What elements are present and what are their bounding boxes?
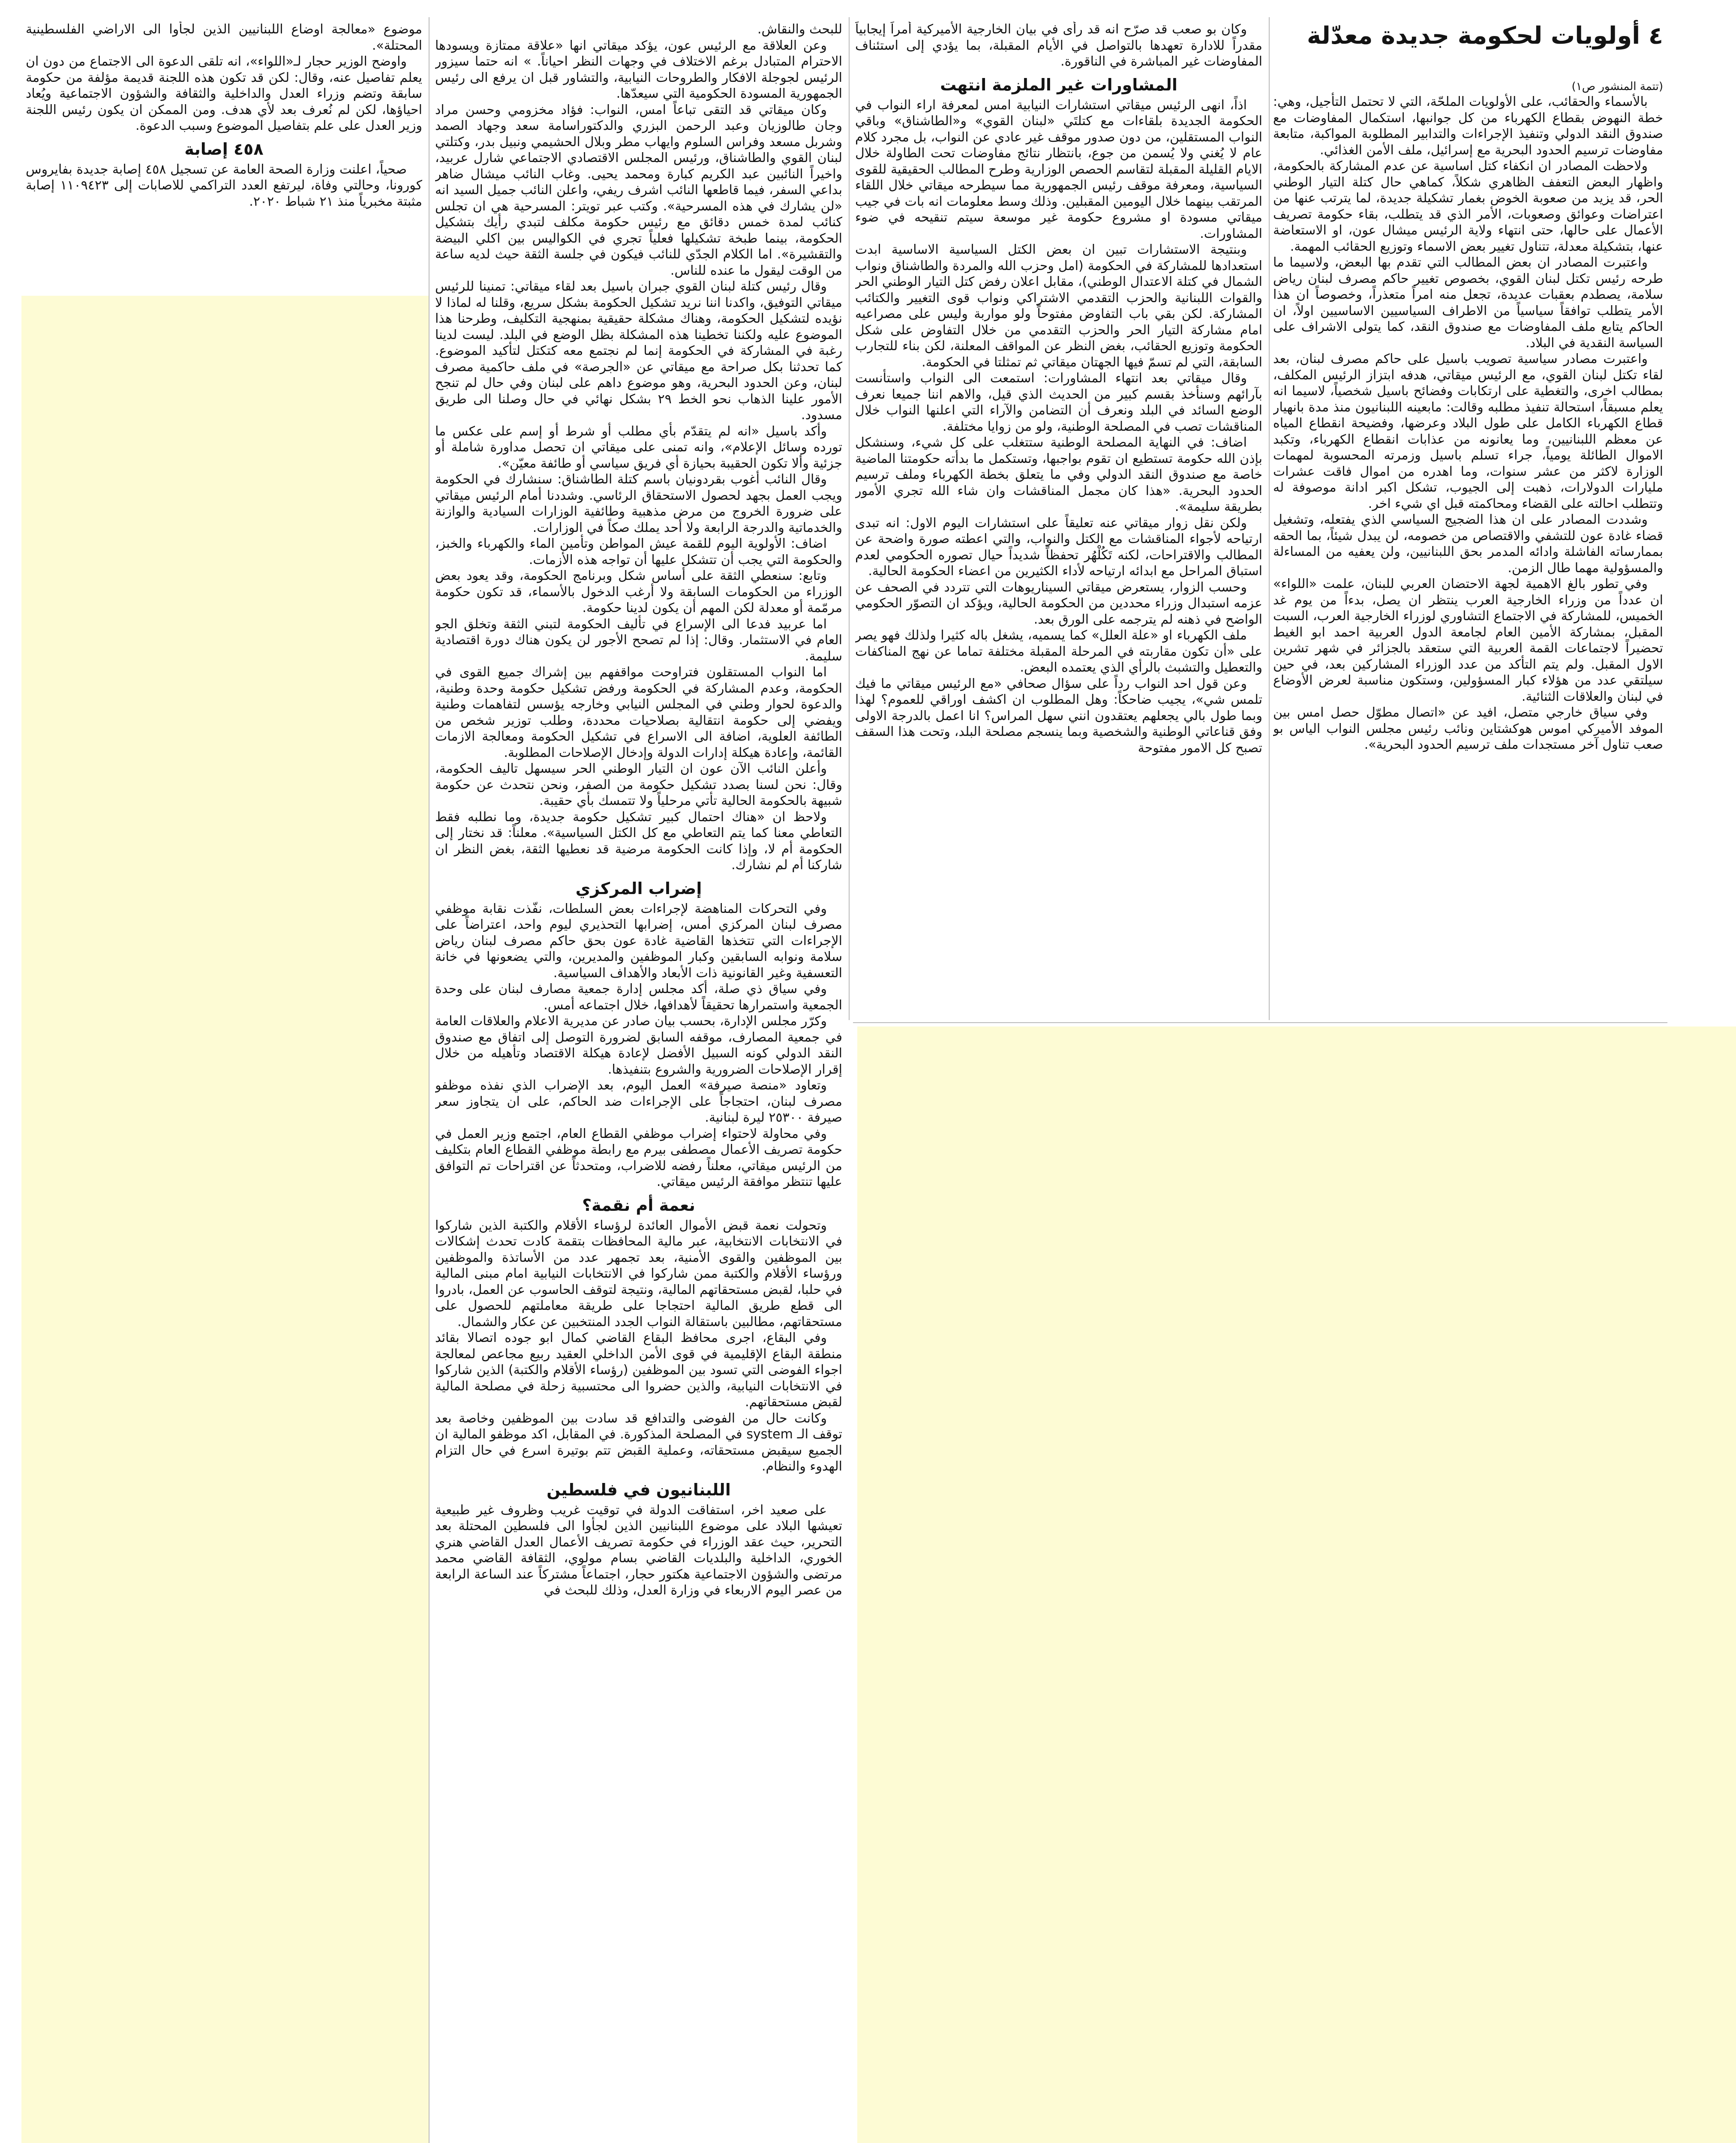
paragraph: وأكد باسيل «انه لم يتقدّم بأي مطلب أو شرط أو إسم على عكس ما تورده وسائل الإعلام»، وانه تمنى على ميقاتي ان تحصل مداورة شاملة أو جزئية وألا تكون الحقيبة بحيازة أي فريق سياسي أو طائفة معيّن». [435,423,842,471]
section-heading: نعمة أم نقمة؟ [582,1195,695,1215]
paragraph: ولكن نقل زوار ميقاتي عنه تعليقاً على استشارات اليوم الاول: انه تبدى ارتياحه لأجواء المناقشات مع الكتل والنواب، والتي اعطته صورة واضحة عن المطالب والاقتراحات، لكنه تَكُلْهُر تحفظاً شديداً حيال تصوره الحكومي لعدم استباق المراحل مع ابدائه ارتياحه لأداء الكثيرين من اعضاء الحكومة الحالية. [855,515,1262,579]
paragraph: وتابع: سنعطي الثقة على أساس شكل وبرنامج الحكومة، وقد يعود بعض الوزراء من الحكومات السابقة ولا أرغب الدخول بالأسماء، قد تكون حكومة مرمّمة أو معدلة لكن المهم أن يكون لدينا حكومة. [435,568,842,615]
section-heading: إضراب المركزي [575,879,702,898]
paragraph: بالأسماء والحقائب، على الأولويات الملحّة، التي لا تحتمل التأجيل، وهي: خطة النهوض بقطاع الكهرباء من كل جوانبها، استكمال المفاوضات مع صندوق النقد الدولي وتنفيذ الإجراءات والتدابير المطلوبة المواكبة، متابعة مفاوضات ترسيم الحدود البحرية مع إسرائيل، ملف الأمن الغذائي. [1273,94,1663,158]
section-heading: ٤٥٨ إصابة [184,139,264,159]
article-column-3 [435,21,842,2143]
paragraph: وبنتيجة الاستشارات تبين ان بعض الكتل السياسية الاساسية ابدت استعدادها للمشاركة في الحكومة (امل وحزب الله والمردة والطاشناق ونواب الشمال في كتلة الاعتدال الوطني)، مقابل اعلان رفض كتل التيار الوطني الحر والقوات اللبنانية والحزب التقدمي الاشتراكي ونواب قوى التغيير والكتائب المشاركة. لكن بقي باب التفاوض مفتوحاً ولو مواربة وليس على مصراعيه امام مشاركة التيار الحر والحزب التقدمي من خلال التفاوض على شكل الحكومة وتوزيع الحقائب، بغض النظر عن المواقف المعلنة، لكن بناء للتجارب السابقة، التي لم تسمّ فيها الجهتان ميقاتي ثم تمثلتا في الحكومة. [855,242,1262,370]
continued-note: (تتمة المنشور ص١) [1571,80,1663,93]
paragraph: اما عربيد فدعا الى الإسراع في تأليف الحكومة لتبني الثقة وتخلق الجو العام في الاستثمار. وقال: إذا لم تصحح الأجور لن يكون هناك دورة اقتصادية سليمة. [435,616,842,664]
article-bottom-rule [853,1022,1667,1023]
paragraph: اما النواب المستقلون فتراوحت مواقفهم بين إشراك جميع القوى في الحكومة، وعدم المشاركة في الحكومة ورفض تشكيل حكومة وحدة وطنية، والدعوة لحوار وطني في المجلس النيابي وخارجه يؤسس لتفاهمات وطنية ويفضي إلى حكومة انتقالية بصلاحيات محددة، وطلب توزير شخص من الطائفة العلوية، اضافة الى الاسراع في تشكيل الحكومة ومعالجة الازمات القائمة، وإعادة هيكلة إدارات الدولة وإدخال الإصلاحات المطلوبة. [435,665,842,760]
yellow-area-left [21,296,429,2143]
column-separator [1269,17,1270,1020]
paragraph: وتعاود «منصة صيرفة» العمل اليوم، بعد الإضراب الذي نفذه موظفو مصرف لبنان، احتجاجاً على الإجراءات ضد الحاكم، على ان يتجاوز سعر صيرفة ٢٥٣٠٠ ليرة لبنانية. [435,1078,842,1125]
paragraph: واوضح الوزير حجار لـ«اللواء»، انه تلقى الدعوة الى الاجتماع من دون ان يعلم تفاصيل عنه، وقال: لكن قد تكون هذه اللجنة قديمة مؤلفة من حكومة سابقة وتضم وزراء العدل والداخلية والثقافة والشؤون الاجتماعية ويُعاد احياؤها، لكن لم نُعرف بعد لأي هدف. ومن الممكن ان يكون رئيس اللجنة وزير العدل على علم بتفاصيل الموضوع وسبب الدعوة. [26,54,422,133]
paragraph: وفي البقاع، اجرى محافظ البقاع القاضي كمال ابو جوده اتصالا بقائد منطقة البقاع الإقليمية في قوى الأمن الداخلي العقيد ربيع مجاعص لمعالجة اجواء الفوضى التي تسود بين الموظفين (رؤساء الأقلام والكتبة) الذين شاركوا في الانتخابات النيابية، والذين حضروا الى محتسبية زحلة في مصلحة المالية لقبض مستحقاتهم. [435,1330,842,1410]
paragraph: موضوع «معالجة اوضاع اللبنانيين الذين لجأوا الى الاراضي الفلسطينية المحتلة». [26,22,422,53]
section-heading: اللبنانيون في فلسطين [547,1480,731,1499]
paragraph: وكرّر مجلس الإدارة، بحسب بيان صادر عن مديرية الاعلام والعلاقات العامة في جمعية المصارف، موقفه السابق لضرورة التوصل إلى اتفاق مع صندوق النقد الدولي كونه السبيل الأفضل لإعادة هيكلة الاقتصاد وتأهيله من خلال إقرار الإصلاحات الضرورية والشروع بتنفيذها. [435,1014,842,1077]
paragraph: وحسب الزوار، يستعرض ميقاتي السيناريوهات التي تتردد في الصحف عن عزمه استبدال وزراء محددين من الحكومة الحالية، ويؤكد ان التصوّر الحكومي الواضح في ذهنه لم يترجمه على الورق بعد. [855,579,1262,627]
section-heading: المشاورات غير الملزمة انتهت [940,75,1177,94]
paragraph: وفي تطور بالغ الاهمية لجهة الاحتضان العربي للبنان، علمت «اللواء» ان عدداً من وزراء الخارجية العرب ينتظر ان يصل، بدءاً من يوم غد الخميس، للمشاركة في الاجتماع التشاوري لوزراء الخارجية العرب، السبت المقبل، بمشاركة الأمين العام لجامعة الدول العربية احمد ابو الغيط تحضيراً لاجتماعات القمة العربية التي ستعقد بالجزائر في شهر تشرين الاول المقبل. ولم يتم التأكد من عدد الوزراء المشاركين بعد، في حين سيلتقي عدد من هؤلاء كبار المسؤولين، وستكون مناسبة لعرض الأوضاع في لبنان والعلاقات الثنائية. [1273,576,1663,704]
paragraph: على صعيد اخر، استفاقت الدولة في توقيت غريب وظروف غير طبيعية تعيشها البلاد على موضوع اللبنانيين الذين لجأوا الى فلسطين المحتلة بعد التحرير، حيث عقد الوزراء في حكومة تصريف الأعمال العدل القاضي هنري الخوري، الداخلية والبلديات القاضي بسام مولوي، الثقافة القاضي محمد مرتضى والشؤون الاجتماعية هكتور حجار، اجتماعاً مشتركاً عند الساعة الرابعة من عصر اليوم الاربعاء في وزارة العدل، وذلك للبحث في [435,1502,842,1598]
article-column-4 [26,21,422,291]
paragraph: صحياً، اعلنت وزارة الصحة العامة عن تسجيل ٤٥٨ إصابة جديدة بفايروس كورونا، وحالتي وفاة، ليرتفع العدد التراكمي للاصابات إلى ١١٠٩٤٢٣ إصابة مثبتة مخبرياً منذ ٢١ شباط ٢٠٢٠. [26,162,422,209]
yellow-area-right [857,1026,1736,2143]
paragraph: وعن قول احد النواب رداً على سؤال صحافي «مع الرئيس ميقاتي ما فيك تلمس شي»، يجيب ضاحكاً: وهل المطلوب ان اكشف اوراقي للعموم؟ لهذا وبما طول بالي يجعلهم يعتقدون انني سهل المراس؟ انا اعمل بالدرجة الاولى وفق قناعاتي الوطنية والشخصية وبما ينسجم مصلحة البلد، وتحت هذا السقف تصبح كل الامور مفتوحة [855,676,1262,756]
paragraph: ولاحظ ان «هناك احتمال كبير تشكيل حكومة جديدة، وما نطلبه فقط التعاطي معنا كما يتم التعاطي مع كل الكتل السياسية». معلناً: قد نختار إلى الحكومة أم لا، وإذا كانت الحكومة مرضية قد نعطيها الثقة، بغض النظر ان شاركنا أم لم نشارك. [435,809,842,873]
paragraph: وأعلن النائب الآن عون ان التيار الوطني الحر سيسهل تاليف الحكومة، وقال: نحن لسنا بصدد تشكيل حكومة من الصفر، ونحن نتحدث عن حكومة شبيهة بالحكومة الحالية تأتي مرحلياً ولا تتمسك بأي حقيبة. [435,761,842,808]
paragraph: اذاً، انهى الرئيس ميقاتي استشارات النيابية امس لمعرفة اراء النواب في الحكومة الجديدة بلقاءات مع كتلتَي «لبنان القوي» و«الطاشناق» وباقي النواب المستقلين، من دون صدور موقف غير عادي عن النواب، بل مجرد كلام عام لا يُغني ولا يُسمن من جوع، بانتظار نتائج مفاوضات تحت الطاولة خلال الايام القليلة المقبلة لتقاسم الحصص الوزارية وطرح المطالب الحقيقية للقوى السياسية، ومعرفة موقف رئيس الجمهورية مما سيطرحه ميقاتي خلال اللقاء المرتقب بينهما خلال اليومين المقبلين. وذلك وسط معلومات انه بات في جيب ميقاتي مسودة او مشروع حكومة غير موسعة سيتم تنقيحه في ضوء المشاورات. [855,97,1262,241]
paragraph: للبحث والنقاش. [757,22,842,37]
paragraph: واعتبرت مصادر سياسية تصويب باسيل على حاكم مصرف لبنان، بعد لقاء تكتل لبنان القوي، مع الرئيس ميقاتي، هدفه ابتزاز الرئيس المكلف، بمطالب اخرى، والتغطية على ارتكابات وفضائح باسيل شخصياً، لاسيما انه يعلم مسبقاً، استحالة تنفيذ مطلبه وقالت: مابعينه اللبنانيون منذ مدة بانهيار قطاع الكهرباء الكامل على طول البلاد وعرضها، وفضيحة انقطاع المياه عن معظم اللبنانيين، وما يعانونه من عذابات انقطاع الكهرباء، وتكبد الاموال الطائلة يومياً، جراء تسلم باسيل وزمرته المحسوبة لمهمات الوزارة لاكثر من عشر سنوات، وما اهدره من اموال فاقت عشرات مليارات الدولارات، ذهبت إلى الجيوب، تشكل اكبر ادانة موصوفة له وتتطلب احالته على القضاء ومحاكمته قبل اي شيء اخر. [1273,351,1663,511]
paragraph: واعتبرت المصادر ان بعض المطالب التي تقدم بها البعض، ولاسيما ما طرحه رئيس تكتل لبنان القوي، بخصوص تغيير حاكم مصرف لبنان رياض سلامة، يصطدم بعقبات عديدة، تجعل منه امراً متعذراً، وخصوصاً ان هذا الأمر يتطلب توافقاً سياسياً من الاطراف السياسيين الاساسيين اولاً، ان الحاكم يتابع ملف المفاوضات مع صندوق النقد، كما يتولى الاشراف على السياسة النقدية في البلاد. [1273,255,1663,351]
paragraph: وعن العلاقة مع الرئيس عون، يؤكد ميقاتي انها «علاقة ممتازة ويسودها الاحترام المتبادل برغم الاختلاف في وجهات النظر احياناً. » انه حتما سيزور الرئيس لجوجلة الافكار والطروحات النيابية، والتشاور قبل ان يرفع الى رئيس الجمهورية المسودة الحكومية التي سيعدّها. [435,38,842,101]
article-column-2 [855,21,1262,1020]
paragraph: اضاف: في النهاية المصلحة الوطنية ستتغلب على كل شيء، وسنشكل بإذن الله حكومة تستطيع ان تقوم بواجبها، وتستكمل ما بدأته حكومتنا الماضية خاصة مع صندوق النقد الدولي وفي ما يتعلق بخطة الكهرباء وملف ترسيم الحدود البحرية. «هذا كان مجمل المناقشات وان شاء الله تجري الأمور بطريقة سليمة». [855,435,1262,514]
paragraph: ولاحظت المصادر ان انكفاء كتل اساسية عن عدم المشاركة بالحكومة، واظهار البعض التعفف الظاهري شكلاً، كماهي حال كتلة التيار الوطني الحر، قد يزيد من صعوبة الخوض بغمار تشكيلة جديدة، لما يترتب عنها من اعتراضات وعوائق وصعوبات، الأمر الذي قد يتطلب، بقاء حكومة تصريف الأعمال على حالها، حتى انتهاء ولاية الرئيس ميشال عون، او الاستعاضة عنها، بتشكيلة معدلة، تتناول تغيير بعض الاسماء وتوزيع الحقائب المهمة. [1273,159,1663,254]
paragraph: ملف الكهرباء او «علة العلل» كما يسميه، يشغل باله كثيرا ولذلك فهو يصر على «أن تكون مقاربته في المرحلة المقبلة مختلفة تماما عن نهج المناكفات والتعطيل والتشبث بالرأي الذي يعتمده البعض. [855,628,1262,675]
paragraph: وفي محاولة لاحتواء إضراب موظفي القطاع العام، اجتمع وزير العمل في حكومة تصريف الأعمال مصطفى بيرم مع رابطة موظفي القطاع العام بتكليف من الرئيس ميقاتي، معلناً رفضه للاضراب، ومتحدثاً عن اقتراحات تم التوافق عليها تنتظر موافقة الرئيس ميقاتي. [435,1126,842,1189]
paragraph: وقال رئيس كتلة لبنان القوي جبران باسيل بعد لقاء ميقاتي: تمنينا للرئيس ميقاتي التوفيق، واكدنا اننا نريد تشكيل الحكومة بشكل سريع، وقلنا له لماذا لا نؤيده لتشكيل الحكومة، وهناك مشكلة حقيقية بمنهجية التكليف، وطرحنا هذا الموضوع عليه ولكننا تخطينا هذه المشكلة بظل الوضع في البلد. ليست لدينا رغبة في المشاركة في الحكومة إنما لم نجتمع معه كتكتل لتأكيد الموضوع. كما تحدثنا بكل صراحة مع ميقاتي عن «الجرصة» في ملف حاكمية مصرف لبنان، وعن الحدود البحرية، وهو موضوع داهم على لبنان وفي حال لم تنجح الأمور علينا الذهاب نحو الخط ٢٩ بشكل نهائي في حال وصلنا الى طريق مسدود. [435,279,842,423]
paragraph: وفي التحركات المناهضة لإجراءات بعض السلطات، نفّذت نقابة موظفي مصرف لبنان المركزي أمس، إضرابها التحذيري ليوم واحد، اعتراضاً على الإجراءات التي تتخذها القاضية غادة عون بحق حاكم مصرف لبنان رياض سلامة ونوابه السابقين وكبار الموظفين والمديرين، والتي يضعونها في خانة التعسفية وغير القانونية ذات الأبعاد والأهداف السياسية. [435,901,842,981]
paragraph: وكان بو صعب قد صرّح انه قد رأى في بيان الخارجية الأميركية أمراً إيجابياً مقدراً للادارة تعهدها بالتواصل في الأيام المقبلة، بما يؤدي إلى استئناف المفاوضات غير المباشرة في الناقورة. [855,22,1262,69]
paragraph: وفي سياق ذي صلة، أكد مجلس إدارة جمعية مصارف لبنان على وحدة الجمعية واستمرارها تحقيقاً لأهدافها، خلال اجتماعه أمس. [435,981,842,1013]
paragraph: وفي سياق خارجي متصل، افيد عن «اتصال مطوّل حصل امس بين الموفد الأميركي اموس هوكشتاين ونائب رئيس مجلس النواب الياس بو صعب تناول آخر مستجدات ملف ترسيم الحدود البحرية». [1273,705,1663,752]
paragraph: وتحولت نعمة قبض الأموال العائدة لرؤساء الأقلام والكتبة الذين شاركوا في الانتخابات الانتخابية، عبر مالية المحافظات بتقمة كادت تحدث إشكالات بين الموظفين والقوى الأمنية، بعد تجمهر عدد من الأساتذة والموظفين ورؤساء الأقلام والكتبة ممن شاركوا في الانتخابات النيابية امام مبنى المالية في حلبا، لقبض مستحقاتهم المالية، ونتيجة لتوقف الحاسوب عن العمل، بادروا الى قطع طريق المالية احتجاجا على طريقة معاملتهم للحصول على مستحقاتهم، مطالبين باستقالة النواب الجدد المنتخبين عن عكار والشمال. [435,1218,842,1330]
paragraph: وقال النائب أغوب بقردونيان باسم كتلة الطاشناق: سنشارك في الحكومة ويجب العمل بجهد لحصول الاستحقاق الرئاسي. وشددنا أمام الرئيس ميقاتي على ضرورة الخروج من مرض مذهبية وطائفية الوزارات السيادية والوازنة والخدماتية والدرجة الرابعة ولا أحد يملك صكاً في الوزارات. [435,472,842,535]
paragraph: وشددت المصادر على ان هذا الضجيج السياسي الذي يفتعله، وتشغيل قضاء غادة عون للتشفي والاقتصاص من خصومه، لن يبدل شيئاً، بما الحقه بممارساته الفاشلة وادائه المدمر بحق اللبنانيين، ولن يعفيه من المساءلة والمسؤولية مهما طال الزمن. [1273,512,1663,576]
paragraph: وقال ميقاتي بعد انتهاء المشاورات: استمعت الى النواب واستأنست بآرائهم وسنأخذ بقسم كبير من الحديث الذي قيل، والاهم اننا جميعا نعرف الوضع السائد في البلد ونعرف أن التضامن والآراء التي اعلنها النواب خلال المناقشات تصب في المصلحة الوطنية، ولو من زوايا مختلفة. [855,371,1262,434]
article-column-1 [1273,79,1663,1022]
article-headline: ٤ أولويات لحكومة جديدة معدّلة [1307,22,1663,50]
paragraph: وكانت حال من الفوضى والتدافع قد سادت بين الموظفين وخاصة بعد توقف الـ system في المصلحة المذكورة. في المقابل، اكد موظفو المالية ان الجميع سيقبض مستحقاته، وعملية القبض تتم بوتيرة اسرع في حال التزام الهدوء والنظام. [435,1411,842,1474]
paragraph: اضاف: الأولوية اليوم للقمة عيش المواطن وتأمين الماء والكهرباء والخبز، والحكومة التي يجب أن تتشكل عليها أن تواجه هذه الأزمات. [435,536,842,567]
paragraph: وكان ميقاتي قد التقى تباعاً امس، النواب: فؤاد مخزومي وحسن مراد وجان طالوزيان وعبد الرحمن البزري والدكتوراسامة سعد وجهاد الصمد وشربل مسعد وفراس السلوم وايهاب مطر وبلال الحشيمي ونبيل بدر، وكتلتي لبنان القوي والطاشناق، ورئيس المجلس الاقتصادي الاجتماعي شارل عربيد، واخيراً النائبين عبد الكريم كبارة ومحمد يحيى. وغاب النائب ميشال ضاهر بداعي السفر، فيما قاطعها النائب اشرف ريفي، واعلن النائب جميل السيد انه «لن يشارك في هذه المسرحية». وكتب عبر تويتر: المسرحية هي ان تجلس كنائب لمدة خمس دقائق مع رئيس حكومة مكلف لتبدي رأيك بتشكيل الحكومة، بينما طبخة تشكيلها فعلياً تجري في الكواليس بين اكلي البيضة والتقشيرة». اما الكلام الجدّي للنائب فيكون في جلسة الثقة حيث لديه ساعة من الوقت ليقول ما عنده للناس. [435,102,842,278]
column-separator [849,17,850,1020]
